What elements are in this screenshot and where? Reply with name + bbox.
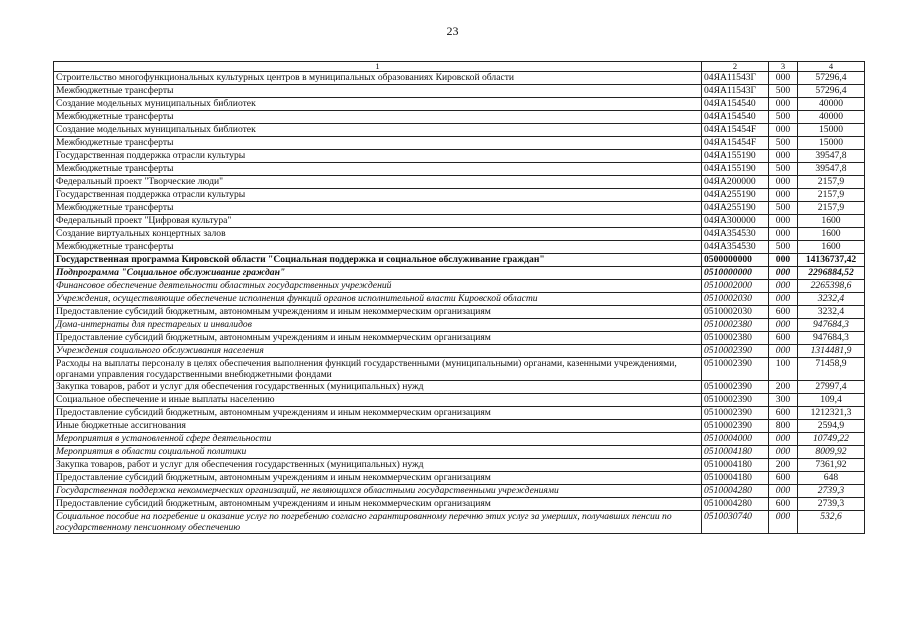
row-name-cell: Социальное обеспечение и иные выплаты населению [54,394,702,407]
row-amount-cell: 7361,92 [798,459,865,472]
row-name-cell: Создание виртуальных концертных залов [54,228,702,241]
row-amount-cell: 57296,4 [798,85,865,98]
row-name-cell: Федеральный проект "Цифровая культура" [54,215,702,228]
row-amount-cell: 8009,92 [798,446,865,459]
row-type-cell: 800 [769,420,798,433]
table-row [54,306,865,319]
row-amount-cell: 2157,9 [798,176,865,189]
row-name-cell: Предоставление субсидий бюджетным, автономным учреждениям и иным некоммерческим организациям [54,407,702,420]
table-row [54,176,865,189]
table-row [54,98,865,111]
row-code-cell: 04ЯА155190 [702,163,769,176]
table-row [54,381,865,394]
row-name-cell: Межбюджетные трансферты [54,111,702,124]
row-code-cell: 04ЯА155190 [702,150,769,163]
row-type-cell: 500 [769,241,798,254]
row-type-cell: 200 [769,381,798,394]
row-type-cell: 000 [769,176,798,189]
row-amount-cell: 10749,22 [798,433,865,446]
row-type-cell: 200 [769,459,798,472]
row-type-cell: 600 [769,498,798,511]
header-row [54,62,865,72]
table-header [54,62,865,72]
table-row [54,345,865,358]
row-type-cell: 000 [769,124,798,137]
row-code-cell: 0510002380 [702,332,769,345]
table-row [54,202,865,215]
row-amount-cell: 648 [798,472,865,485]
row-code-cell: 0510004280 [702,485,769,498]
row-amount-cell: 14136737,42 [798,254,865,267]
row-name-cell: Государственная поддержка отрасли культуры [54,150,702,163]
row-name-cell: Предоставление субсидий бюджетным, автономным учреждениям и иным некоммерческим организациям [54,472,702,485]
row-code-cell: 0510002000 [702,280,769,293]
row-name-cell: Закупка товаров, работ и услуг для обеспечения государственных (муниципальных) нужд [54,381,702,394]
row-code-cell: 0510002390 [702,381,769,394]
row-amount-cell: 40000 [798,98,865,111]
row-type-cell: 000 [769,319,798,332]
row-amount-cell: 15000 [798,137,865,150]
row-amount-cell: 2594,9 [798,420,865,433]
table-row [54,420,865,433]
table-row [54,228,865,241]
table-row [54,446,865,459]
table-row [54,498,865,511]
row-name-cell: Расходы на выплаты персоналу в целях обеспечения выполнения функций государственными (муниципальными) органами, казенными учреждениями, органами управления государственными внебюджетными фондами [54,358,702,381]
table-row [54,241,865,254]
row-type-cell: 000 [769,72,798,85]
row-name-cell: Мероприятия в области социальной политики [54,446,702,459]
row-name-cell: Межбюджетные трансферты [54,202,702,215]
table-row [54,72,865,85]
row-type-cell: 000 [769,228,798,241]
row-name-cell: Государственная поддержка отрасли культуры [54,189,702,202]
row-code-cell: 04ЯА354530 [702,228,769,241]
row-code-cell: 04ЯА300000 [702,215,769,228]
row-type-cell: 300 [769,394,798,407]
row-name-cell: Иные бюджетные ассигнования [54,420,702,433]
table-row [54,332,865,345]
table-row [54,472,865,485]
row-amount-cell: 1600 [798,228,865,241]
table-row [54,511,865,534]
row-amount-cell: 3232,4 [798,306,865,319]
row-name-cell: Создание модельных муниципальных библиотек [54,124,702,137]
row-amount-cell: 2157,9 [798,202,865,215]
row-type-cell: 000 [769,446,798,459]
row-code-cell: 0510002030 [702,293,769,306]
table-row [54,407,865,420]
row-amount-cell: 1212321,3 [798,407,865,420]
row-name-cell: Учреждения, осуществляющие обеспечение исполнения функций органов исполнительной власти Кировской области [54,293,702,306]
header-cell-type: 3 [769,62,798,72]
row-type-cell: 000 [769,511,798,534]
table-row [54,150,865,163]
row-amount-cell: 1314481,9 [798,345,865,358]
row-type-cell: 600 [769,332,798,345]
row-amount-cell: 3232,4 [798,293,865,306]
table-row [54,280,865,293]
row-code-cell: 0510000000 [702,267,769,280]
header-cell-amount: 4 [798,62,865,72]
table-row [54,394,865,407]
row-code-cell: 04ЯА11543Г [702,85,769,98]
row-amount-cell: 57296,4 [798,72,865,85]
row-type-cell: 500 [769,111,798,124]
row-type-cell: 000 [769,485,798,498]
row-name-cell: Подпрограмма "Социальное обслуживание граждан" [54,267,702,280]
table-row [54,124,865,137]
row-name-cell: Межбюджетные трансферты [54,85,702,98]
row-code-cell: 0510004180 [702,472,769,485]
table-row [54,319,865,332]
row-code-cell: 0510002390 [702,394,769,407]
row-amount-cell: 1600 [798,215,865,228]
row-type-cell: 500 [769,202,798,215]
row-type-cell: 000 [769,189,798,202]
row-amount-cell: 947684,3 [798,332,865,345]
page-number: 23 [446,24,459,38]
row-name-cell: Межбюджетные трансферты [54,241,702,254]
row-type-cell: 000 [769,267,798,280]
row-code-cell: 0510002390 [702,358,769,381]
row-type-cell: 600 [769,407,798,420]
row-type-cell: 000 [769,150,798,163]
table-body [54,72,865,534]
row-code-cell: 04ЯА200000 [702,176,769,189]
row-code-cell: 04ЯА154540 [702,111,769,124]
row-name-cell: Мероприятия в установленной сфере деятельности [54,433,702,446]
table-row [54,137,865,150]
row-code-cell: 0510002380 [702,319,769,332]
table-row [54,358,865,381]
row-type-cell: 000 [769,293,798,306]
row-amount-cell: 39547,8 [798,150,865,163]
row-code-cell: 0500000000 [702,254,769,267]
row-type-cell: 500 [769,85,798,98]
row-name-cell: Создание модельных муниципальных библиотек [54,98,702,111]
row-name-cell: Предоставление субсидий бюджетным, автономным учреждениям и иным некоммерческим организациям [54,332,702,345]
row-amount-cell: 27997,4 [798,381,865,394]
row-name-cell: Государственная программа Кировской области "Социальная поддержка и социальное обслуживание граждан" [54,254,702,267]
row-code-cell: 04ЯА15454F [702,137,769,150]
row-name-cell: Межбюджетные трансферты [54,163,702,176]
table-row [54,254,865,267]
table-row [54,85,865,98]
row-code-cell: 0510004180 [702,459,769,472]
row-amount-cell: 2157,9 [798,189,865,202]
row-code-cell: 0510030740 [702,511,769,534]
row-amount-cell: 947684,3 [798,319,865,332]
row-type-cell: 100 [769,358,798,381]
row-name-cell: Строительство многофункциональных культурных центров в муниципальных образованиях Кировской области [54,72,702,85]
row-name-cell: Межбюджетные трансферты [54,137,702,150]
row-amount-cell: 2265398,6 [798,280,865,293]
row-code-cell: 0510002390 [702,345,769,358]
row-name-cell: Федеральный проект "Творческие люди" [54,176,702,189]
row-type-cell: 000 [769,98,798,111]
row-code-cell: 04ЯА255190 [702,189,769,202]
table-row [54,433,865,446]
table-row [54,293,865,306]
row-amount-cell: 532,6 [798,511,865,534]
row-code-cell: 04ЯА354530 [702,241,769,254]
table-row [54,163,865,176]
row-code-cell: 0510004180 [702,446,769,459]
row-type-cell: 500 [769,163,798,176]
row-type-cell: 000 [769,215,798,228]
header-cell-code: 2 [702,62,769,72]
row-code-cell: 04ЯА15454F [702,124,769,137]
row-amount-cell: 2739,3 [798,498,865,511]
row-code-cell: 0510002390 [702,407,769,420]
header-cell-name: 1 [54,62,702,72]
table-row [54,111,865,124]
budget-table [53,61,865,534]
row-name-cell: Предоставление субсидий бюджетным, автономным учреждениям и иным некоммерческим организациям [54,498,702,511]
row-type-cell: 500 [769,137,798,150]
row-name-cell: Учреждения социального обслуживания населения [54,345,702,358]
row-amount-cell: 2739,3 [798,485,865,498]
row-amount-cell: 109,4 [798,394,865,407]
table-row [54,459,865,472]
row-code-cell: 04ЯА11543Г [702,72,769,85]
row-name-cell: Государственная поддержка некоммерческих организаций, не являющихся областными государственными учреждениями [54,485,702,498]
row-name-cell: Дома-интернаты для престарелых и инвалидов [54,319,702,332]
row-amount-cell: 15000 [798,124,865,137]
row-type-cell: 600 [769,472,798,485]
row-type-cell: 000 [769,345,798,358]
row-code-cell: 0510004280 [702,498,769,511]
row-code-cell: 0510002030 [702,306,769,319]
row-name-cell: Закупка товаров, работ и услуг для обеспечения государственных (муниципальных) нужд [54,459,702,472]
row-type-cell: 000 [769,254,798,267]
row-name-cell: Предоставление субсидий бюджетным, автономным учреждениям и иным некоммерческим организациям [54,306,702,319]
row-code-cell: 04ЯА255190 [702,202,769,215]
row-amount-cell: 71458,9 [798,358,865,381]
row-type-cell: 000 [769,280,798,293]
table-row [54,189,865,202]
row-code-cell: 04ЯА154540 [702,98,769,111]
row-name-cell: Финансовое обеспечение деятельности областных государственных учреждений [54,280,702,293]
row-amount-cell: 39547,8 [798,163,865,176]
row-amount-cell: 40000 [798,111,865,124]
row-amount-cell: 2296884,52 [798,267,865,280]
row-type-cell: 600 [769,306,798,319]
table-row [54,267,865,280]
row-amount-cell: 1600 [798,241,865,254]
row-name-cell: Социальное пособие на погребение и оказание услуг по погребению согласно гарантированному перечню этих услуг за умерших, получавших пенсии по государственному пенсионному обеспечению [54,511,702,534]
table-row [54,215,865,228]
row-code-cell: 0510004000 [702,433,769,446]
row-code-cell: 0510002390 [702,420,769,433]
table-row [54,485,865,498]
row-type-cell: 000 [769,433,798,446]
